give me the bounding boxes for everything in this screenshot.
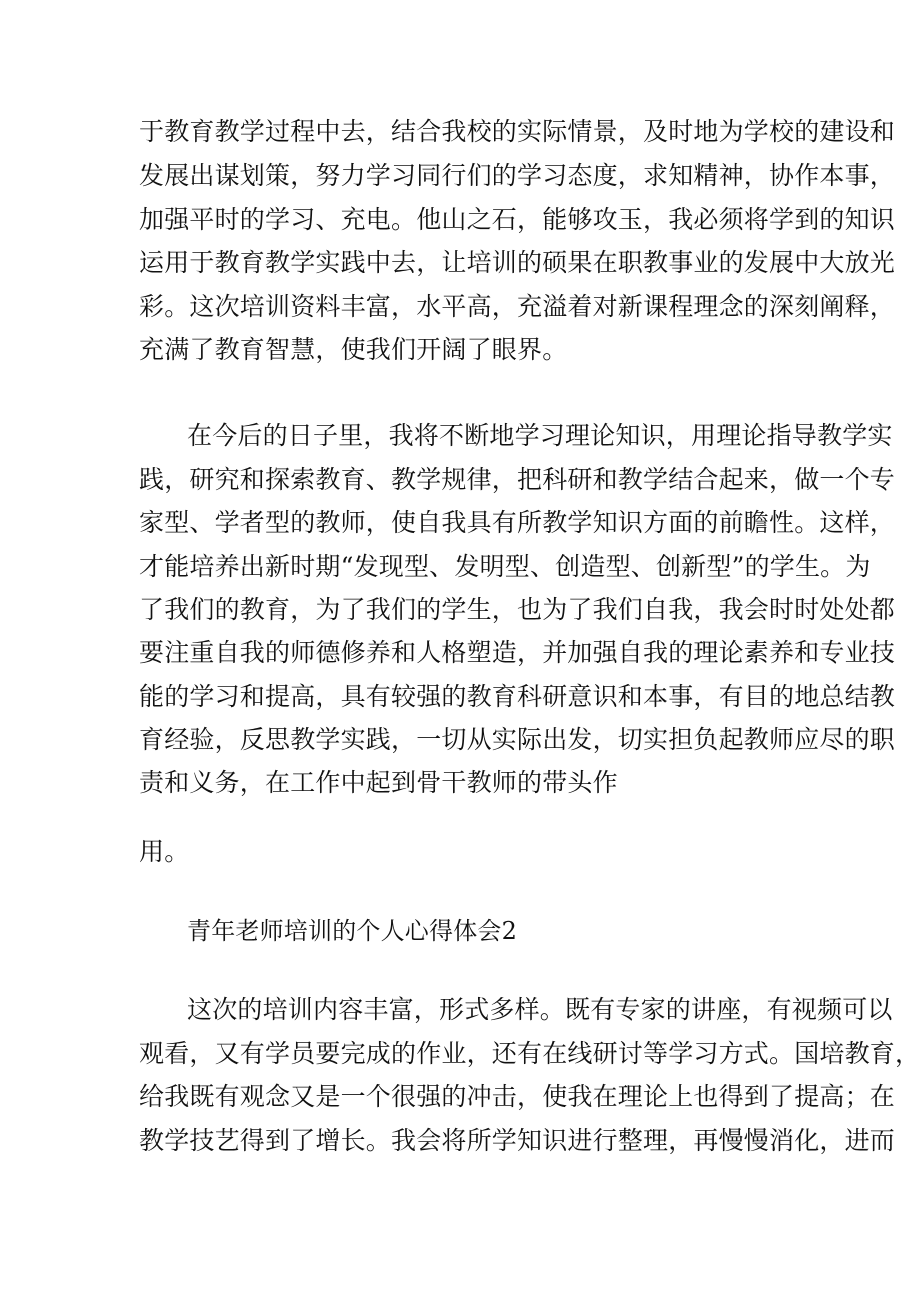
paragraph-1-line-6: 充满了教育智慧，使我们开阔了眼界。: [139, 335, 568, 364]
paragraph-2-line-2: 践，研究和探索教育、教学规律，把科研和教学结合起来，做一个专: [139, 465, 896, 494]
paragraph-2-line-5: 了我们的教育，为了我们的学生，也为了我们自我，我会时时处处都: [139, 595, 896, 624]
section-heading: 青年老师培训的个人心得体会2: [187, 917, 518, 945]
paragraph-2-line-9: 责和义务，在工作中起到骨干教师的带头作: [139, 768, 618, 797]
paragraph-3-line-4: 教学技艺得到了增长。我会将所学知识进行整理，再慢慢消化，进而: [139, 1126, 896, 1155]
paragraph-2-line-4: 才能培养出新时期“发现型、发明型、创造型、创新型”的学生。为: [139, 552, 871, 581]
paragraph-2-line-1: 在今后的日子里，我将不断地学习理论知识，用理论指导教学实: [187, 421, 893, 450]
paragraph-1-line-5: 彩。这次培训资料丰富，水平高，充溢着对新课程理念的深刻阐释，: [139, 292, 896, 321]
paragraph-2-line-3: 家型、学者型的教师，使自我具有所教学知识方面的前瞻性。这样，: [139, 508, 896, 537]
paragraph-1-line-4: 运用于教育教学实践中去，让培训的硕果在职教事业的发展中大放光: [139, 248, 896, 277]
paragraph-3-line-3: 给我既有观念又是一个很强的冲击，使我在理论上也得到了提高；在: [139, 1082, 896, 1111]
paragraph-2-line-8: 育经验，反思教学实践，一切从实际出发，切实担负起教师应尽的职: [139, 725, 896, 754]
paragraph-1-line-1: 于教育教学过程中去，结合我校的实际情景，及时地为学校的建设和: [139, 117, 896, 146]
paragraph-2-tail: 用。: [139, 837, 190, 866]
paragraph-2-line-7: 能的学习和提高，具有较强的教育科研意识和本事，有目的地总结教: [139, 682, 896, 711]
paragraph-1-line-3: 加强平时的学习、充电。他山之石，能够攻玉，我必须将学到的知识: [139, 205, 896, 234]
paragraph-3-line-2: 观看，又有学员要完成的作业，还有在线研讨等学习方式。国培教育，: [139, 1039, 920, 1068]
paragraph-3-line-1: 这次的培训内容丰富，形式多样。既有专家的讲座，有视频可以: [187, 995, 893, 1024]
paragraph-2-line-6: 要注重自我的师德修养和人格塑造，并加强自我的理论素养和专业技: [139, 638, 896, 667]
paragraph-1-line-2: 发展出谋划策，努力学习同行们的学习态度，求知精神，协作本事，: [139, 161, 896, 190]
